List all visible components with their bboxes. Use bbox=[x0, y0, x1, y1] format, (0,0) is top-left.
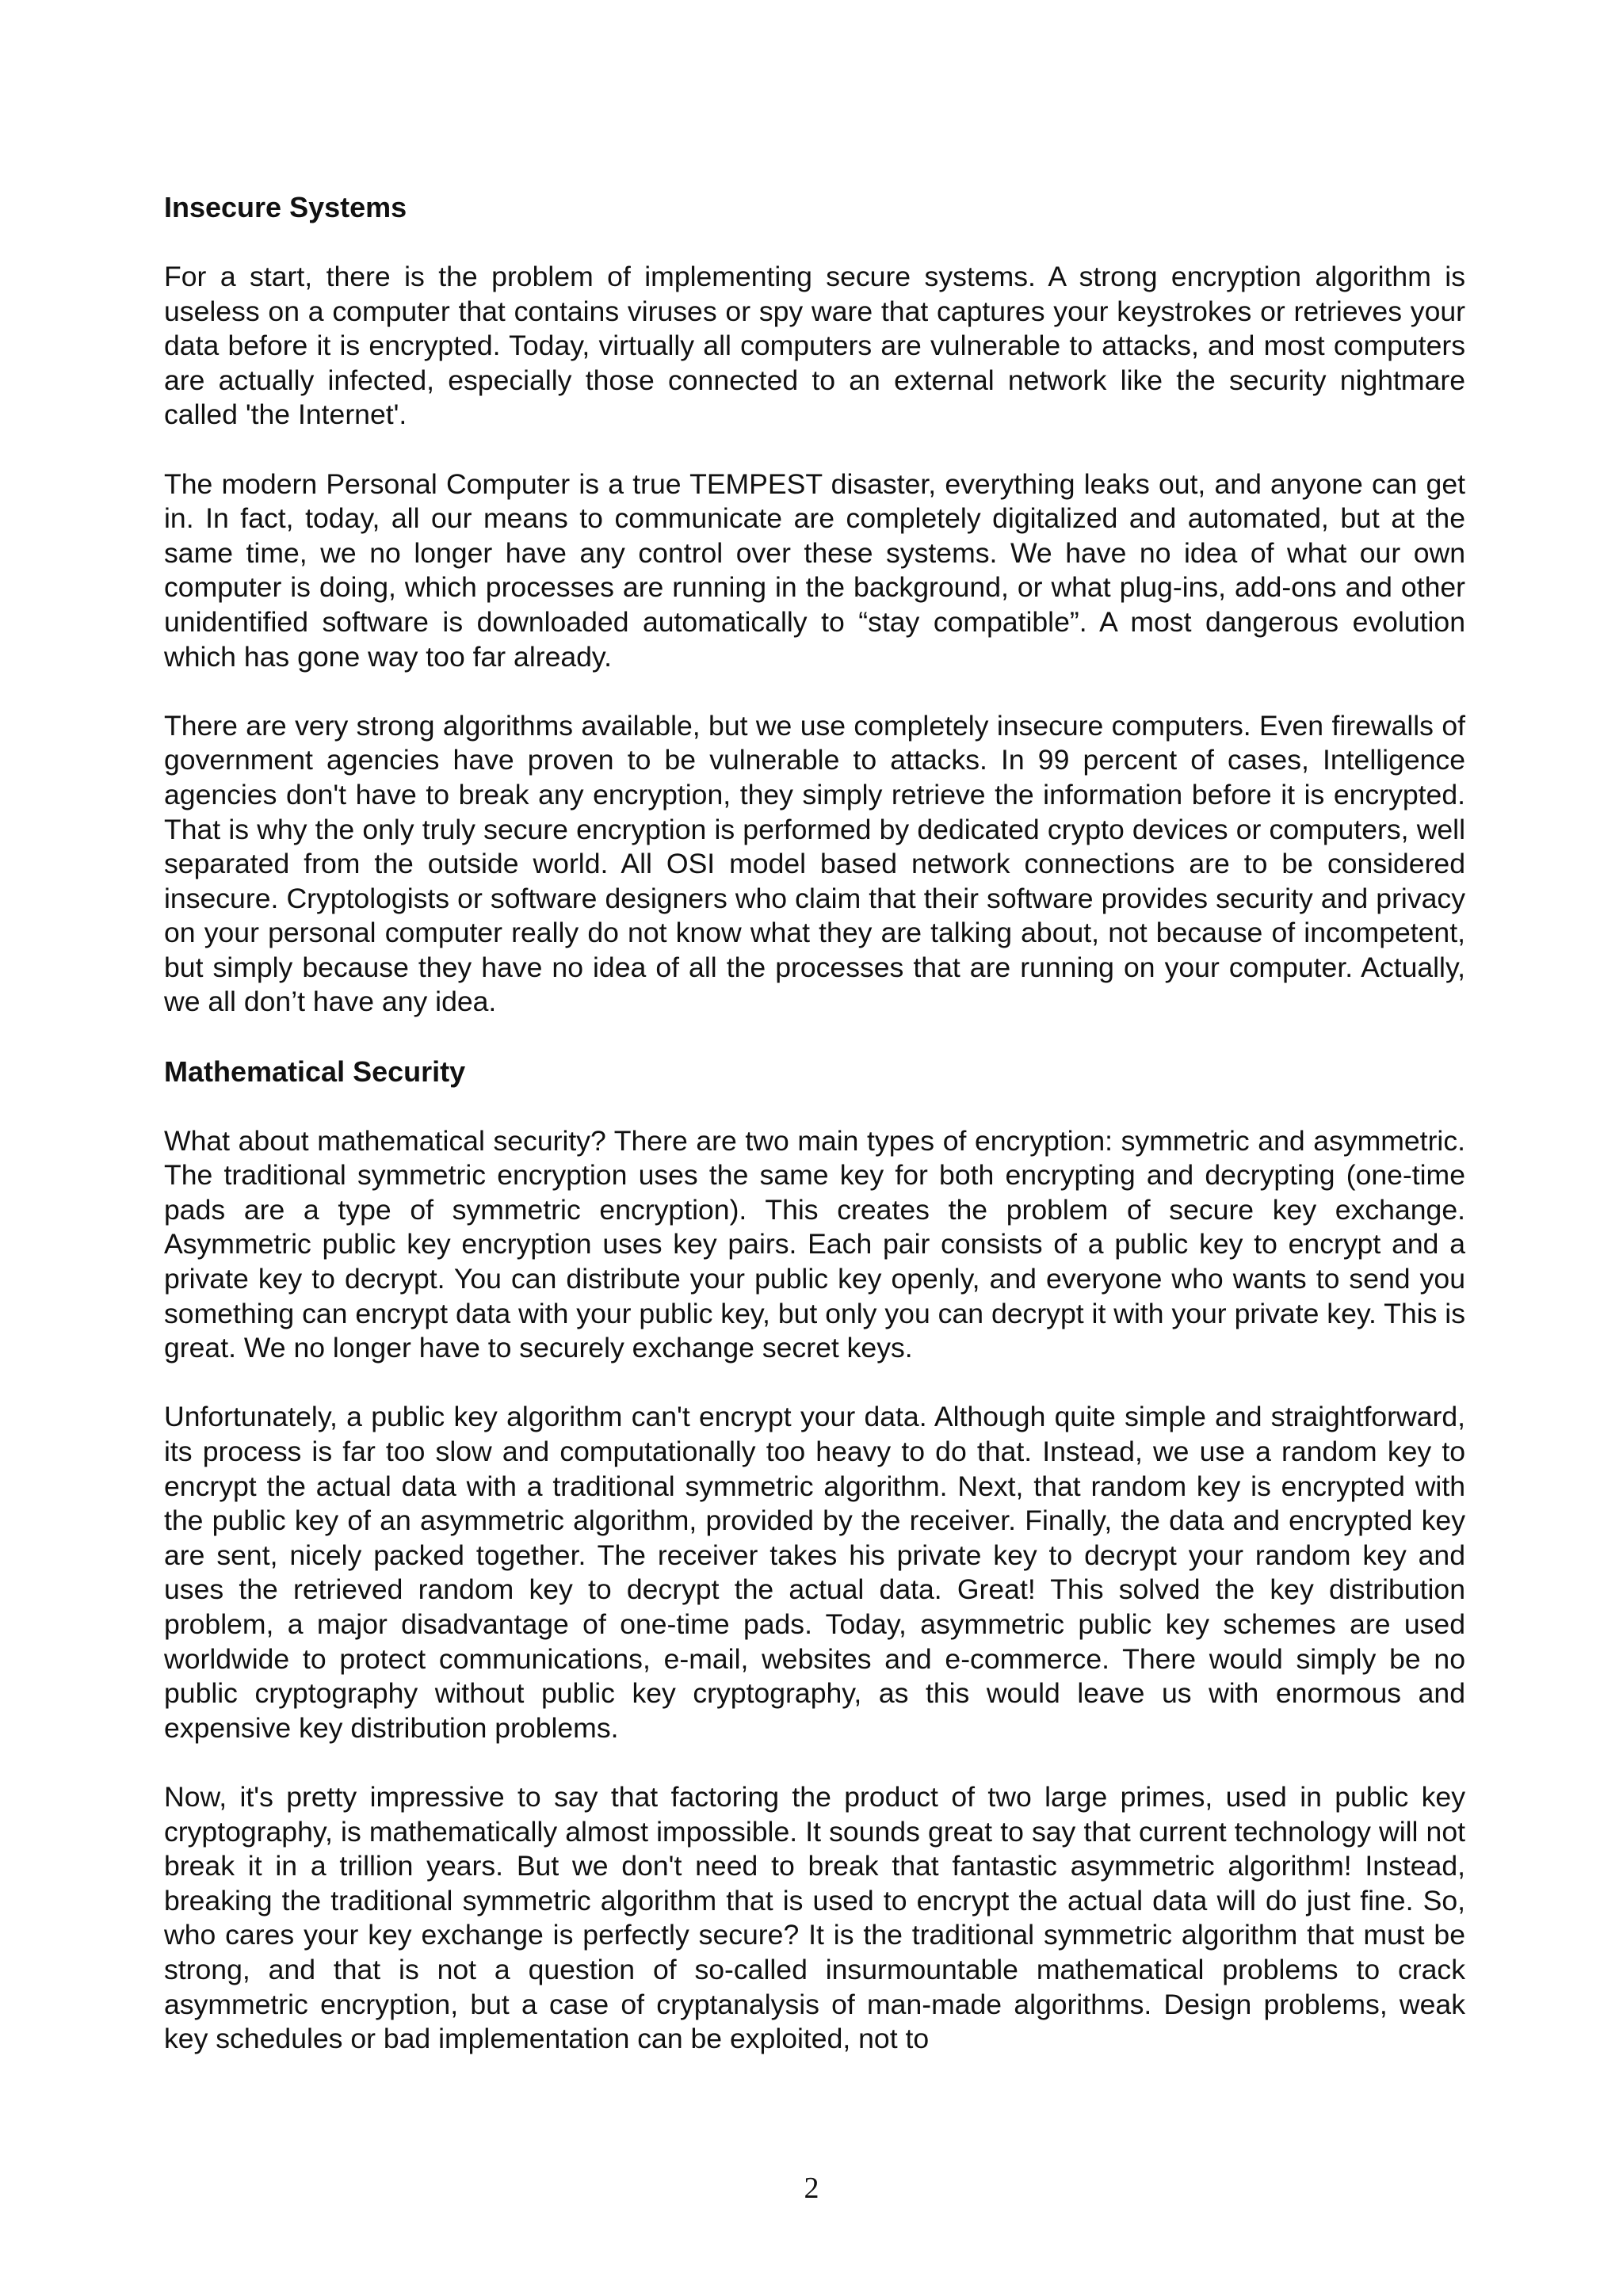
paragraph: The modern Personal Computer is a true TEMPEST disaster, everything leaks out, and anyone can get in. In fact, today, all our means to communicate are completely digitalized and automated, but at the same time, we no longer have any control over these systems. We have no idea of what our own computer is doing, which processes are running in the background, or what plug-ins, add-ons and other unidentified software is downloaded automatically to “stay compatible”. A most dangerous evolution which has gone way too far already. bbox=[164, 467, 1465, 673]
section-heading-mathematical-security: Mathematical Security bbox=[164, 1055, 466, 1088]
paragraph: Unfortunately, a public key algorithm can't encrypt your data. Although quite simple and straightforward, its process is far too slow and computationally too heavy to do that. Instead, we use a random key to encrypt the actual data with a traditional symmetric algorithm. Next, that random key is encrypted with the public key of an asymmetric algorithm, provided by the receiver. Finally, the data and encrypted key are sent, nicely packed together. The receiver takes his private key to decrypt your random key and uses the retrieved random key to decrypt the actual data. Great! This solved the key distribution problem, a major disadvantage of one-time pads. Today, asymmetric public key schemes are used worldwide to protect communications, e-mail, websites and e-commerce. There would simply be no public cryptography without public key cryptography, as this would leave us with enormous and expensive key distribution problems. bbox=[164, 1401, 1465, 1744]
paragraph: There are very strong algorithms available, but we use completely insecure computers. Even firewalls of government agencies have proven to be vulnerable to attacks. In 99 percent of cases, Intelligence agencies don't have to break any encryption, they simply retrieve the information before it is encrypted. That is why the only truly secure encryption is performed by dedicated crypto devices or computers, well separated from the outside world. All OSI model based network connections are to be considered insecure. Cryptologists or software designers who claim that their software provides security and privacy on your personal computer really do not know what they are talking about, not because of incompetent, but simply because they have no idea of all the processes that are running on your computer. Actually, we all don’t have any idea. bbox=[164, 709, 1465, 1018]
section-heading-insecure-systems: Insecure Systems bbox=[164, 191, 407, 223]
paragraph: What about mathematical security? There are two main types of encryption: symmetric and asymmetric. The traditional symmetric encryption uses the same key for both encrypting and decrypting (one-time pads are a type of symmetric encryption). This creates the problem of secure key exchange. Asymmetric public key encryption uses key pairs. Each pair consists of a public key to encrypt and a private key to decrypt. You can distribute your public key openly, and everyone who wants to send you something can encrypt data with your public key, but only you can decrypt it with your private key. This is great. We no longer have to securely exchange secret keys. bbox=[164, 1124, 1465, 1364]
page-number: 2 bbox=[804, 2172, 819, 2205]
paragraph: Now, it's pretty impressive to say that factoring the product of two large primes, used in public key cryptography, is mathematically almost impossible. It sounds great to say that current technology will not break it in a trillion years. But we don't need to break that fantastic asymmetric algorithm! Instead, breaking the traditional symmetric algorithm that is used to encrypt the actual data will do just fine. So, who cares your key exchange is perfectly secure? It is the traditional symmetric algorithm that must be strong, and that is not a question of so-called insurmountable mathematical problems to crack asymmetric encryption, but a case of cryptanalysis of man-made algorithms. Design problems, weak key schedules or bad implementation can be exploited, not to bbox=[164, 1780, 1465, 2055]
paragraph: For a start, there is the problem of implementing secure systems. A strong encryption algorithm is useless on a computer that contains viruses or spy ware that captures your keystrokes or retrieves your data before it is encrypted. Today, virtually all computers are vulnerable to attacks, and most computers are actually infected, especially those connected to an external network like the security nightmare called 'the Internet'. bbox=[164, 261, 1465, 431]
document-page bbox=[164, 190, 1465, 2091]
